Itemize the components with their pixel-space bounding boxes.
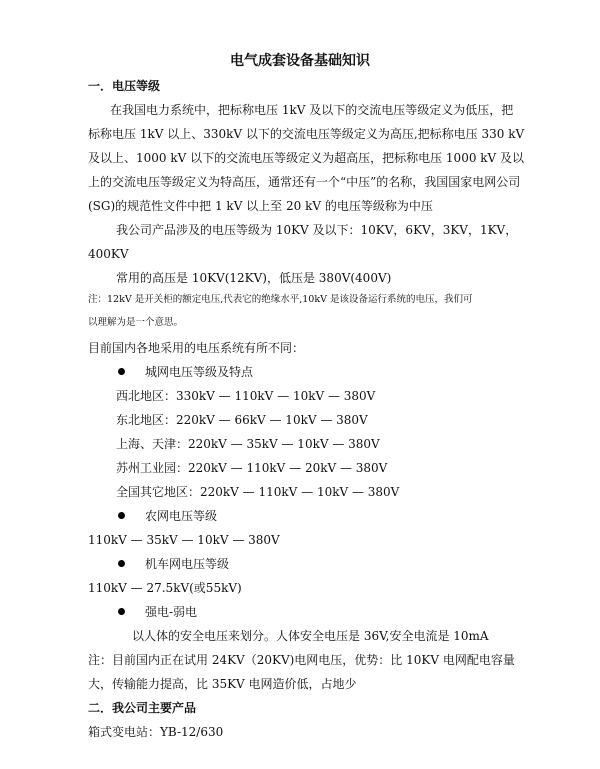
note-line: 以理解为是一个意思。 xyxy=(88,317,184,328)
intro-line: 目前国内各地采用的电压系统有所不同： xyxy=(88,341,305,355)
note2-line: 注：目前国内正在试用 24KV（20KV)电网电压，优势：比 10KV 电网配电容量 xyxy=(88,653,515,667)
document-title: 电气成套设备基础知识 xyxy=(230,53,370,69)
rural-line: 110kV — 35kV — 10kV — 380V xyxy=(88,533,280,547)
section-heading-products: 二．我公司主要产品 xyxy=(88,701,197,715)
note2-line: 大，传输能力提高，比 35KV 电网造价低，占地少 xyxy=(88,677,357,691)
bullet-icon xyxy=(118,512,125,519)
paragraph-line: (SG)的规范性文件中把 1 kV 以上至 20 kV 的电压等级称为中压 xyxy=(88,199,433,213)
bullet-text: 强电-弱电 xyxy=(145,605,198,619)
bullet-text: 机车网电压等级 xyxy=(145,557,230,571)
bullet-item xyxy=(118,508,217,524)
bullet-item xyxy=(118,556,229,572)
bullet-text: 农网电压等级 xyxy=(145,509,218,523)
locomotive-line: 110kV — 27.5kV(或55kV) xyxy=(88,581,242,595)
paragraph-line: 标称电压 1kV 以上、330kV 以下的交流电压等级定义为高压,把标称电压 330 kV xyxy=(88,127,525,141)
product-line: 箱式变电站：YB-12/630 xyxy=(88,725,224,739)
paragraph-line: 400KV xyxy=(88,247,129,261)
bullet-item xyxy=(118,604,197,620)
bullet-icon xyxy=(118,368,125,375)
section-heading-voltage-levels: 一．电压等级 xyxy=(88,79,161,93)
paragraph-line: 常用的高压是 10KV(12KV)，低压是 380V(400V) xyxy=(116,271,392,285)
paragraph-line: 上的交流电压等级定义为特高压，通常还有一个“中压”的名称，我国国家电网公司 xyxy=(88,175,521,189)
bullet-text: 城网电压等级及特点 xyxy=(145,365,254,379)
paragraph-line: 我公司产品涉及的电压等级为 10KV 及以下：10KV，6KV，3KV，1KV， xyxy=(116,223,518,237)
region-line: 东北地区：220kV — 66kV — 10kV — 380V xyxy=(116,413,368,427)
bullet-item xyxy=(118,364,253,380)
paragraph-line: 在我国电力系统中，把标称电压 1kV 及以下的交流电压等级定义为低压，把 xyxy=(110,103,514,117)
bullet-icon xyxy=(118,560,125,567)
note-line: 注：12kV 是开关柜的额定电压,代表它的绝缘水平,10kV 是该设备运行系统的电压，我们可 xyxy=(88,294,473,305)
region-line: 苏州工业园：220kV — 110kV — 20kV — 380V xyxy=(116,461,388,475)
region-line: 西北地区：330kV — 110kV — 10kV — 380V xyxy=(116,389,376,403)
safety-line: 以人体的安全电压来划分。人体安全电压是 36V,安全电流是 10mA xyxy=(132,629,489,643)
region-line: 全国其它地区：220kV — 110kV — 10kV — 380V xyxy=(116,485,400,499)
paragraph-line: 及以上、1000 kV 以下的交流电压等级定义为超高压，把标称电压 1000 kV 及以 xyxy=(88,151,525,165)
bullet-icon xyxy=(118,608,125,615)
region-line: 上海、天津：220kV — 35kV — 10kV — 380V xyxy=(116,437,380,451)
